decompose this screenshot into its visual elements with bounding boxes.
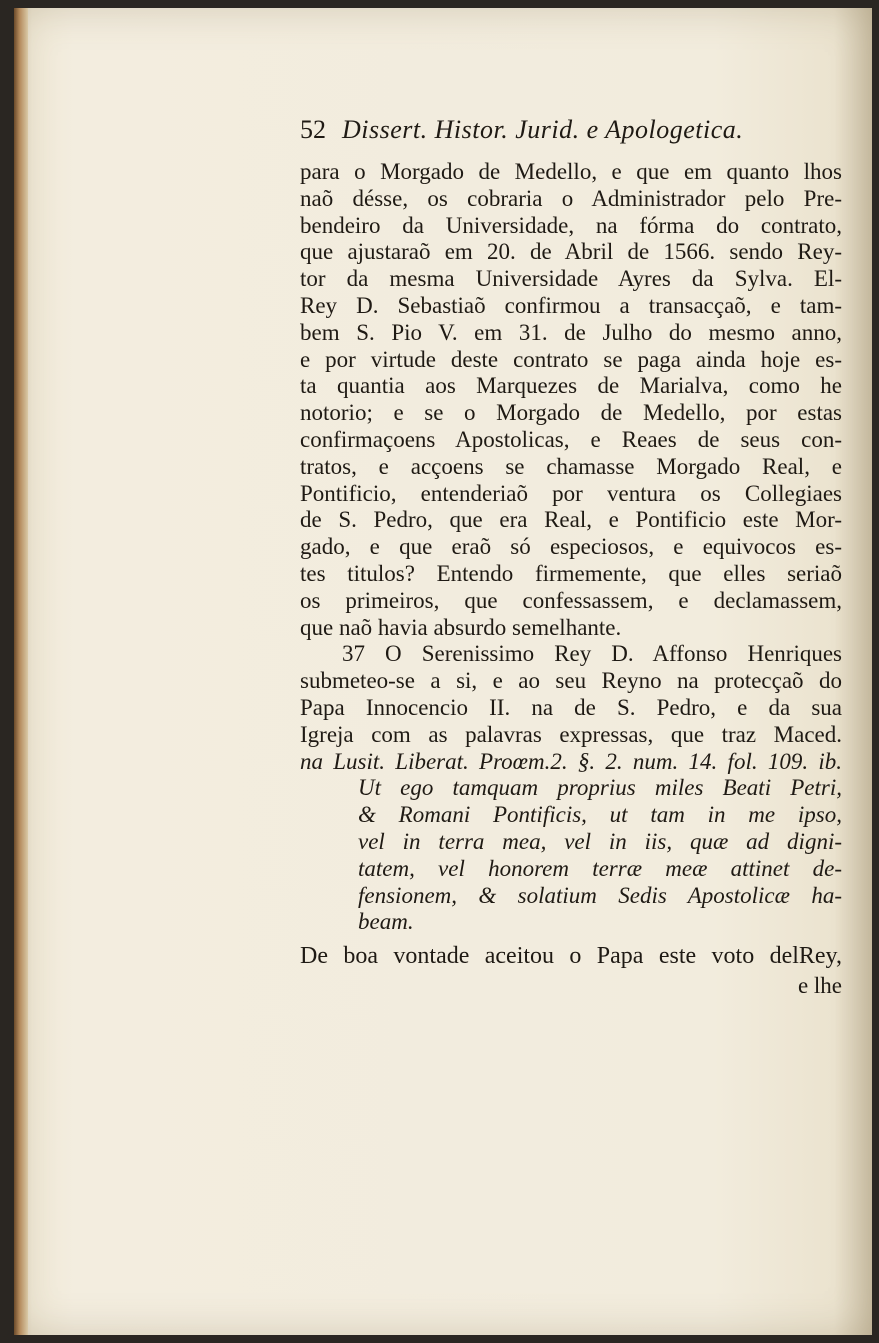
text-line: Igreja com as palavras expressas, que traz Maced. — [300, 721, 842, 747]
page-gutter — [14, 8, 28, 1335]
running-title: Dissert. Histor. Jurid. e Apologetica. — [342, 115, 744, 144]
text-line: confirmaçoens Apostolicas, e Reaes de seus con- — [300, 426, 842, 452]
text-line: para o Morgado de Medello, e que em quanto lhos — [300, 159, 842, 184]
text-line: que ajustaraõ em 20. de Abril de 1566. sendo Rey- — [300, 239, 842, 265]
text-line: Pontificio, entenderiaõ por ventura os Collegiaes — [300, 480, 842, 506]
text-block — [300, 115, 842, 1000]
quote-line: tatem, vel honorem terræ meæ attinet de- — [358, 855, 842, 881]
quote-line: vel in terra mea, vel in iis, quæ ad digni- — [358, 828, 842, 854]
page-number: 52 — [300, 115, 326, 144]
text-line: bem S. Pio V. em 31. de Julho do mesmo anno, — [300, 319, 842, 345]
closing-line: De boa vontade aceitou o Papa este voto delRey, — [300, 943, 842, 970]
text-line: e por virtude deste contrato se paga ainda hoje es- — [300, 346, 842, 372]
text-line: tes titulos? Entendo firmemente, que elles seriaõ — [300, 560, 842, 586]
text-line: tratos, e acçoens se chamasse Morgado Real, e — [300, 453, 842, 479]
quote-line: fensionem, & solatium Sedis Apostolicæ ha- — [358, 882, 842, 908]
text-line: de S. Pedro, que era Real, e Pontificio este Mor- — [300, 507, 842, 533]
page-header — [300, 115, 842, 155]
text-line: que naõ havia absurdo semelhante. — [300, 614, 622, 640]
text-line: bendeiro da Universidade, na fórma do contrato, — [300, 212, 842, 238]
text-line: ta quantia aos Marquezes de Marialva, como he — [300, 373, 842, 399]
text-line: Rey D. Sebastiaõ confirmou a transacçaõ, e tam- — [300, 292, 842, 318]
quote-line: beam. — [358, 909, 414, 935]
text-line: notorio; e se o Morgado de Medello, por estas — [300, 400, 842, 426]
text-line: 37 O Serenissimo Rey D. Affonso Henriques — [342, 641, 842, 667]
text-line: submeteo-se a si, e ao seu Reyno na protecçaõ do — [300, 668, 842, 694]
text-line: tor da mesma Universidade Ayres da Sylva. El- — [300, 266, 842, 292]
paragraph-36 — [300, 159, 842, 641]
quote-line: & Romani Pontificis, ut tam in me ipso, — [358, 802, 842, 828]
quote-line: Ut ego tamquam proprius miles Beati Petri, — [358, 775, 842, 801]
text-line: Papa Innocencio II. na de S. Pedro, e da sua — [300, 694, 842, 720]
latin-quote — [300, 775, 842, 936]
text-line: os primeiros, que confessassem, e declamassem, — [300, 587, 842, 613]
catchword: e lhe — [797, 973, 842, 999]
text-line: naõ désse, os cobraria o Administrador pelo Pre- — [300, 185, 842, 211]
paragraph-37 — [300, 641, 842, 775]
citation-line: na Lusit. Liberat. Proœm.2. §. 2. num. 14. fol. 109. ib. — [300, 748, 842, 774]
text-line: gado, e que eraõ só especiosos, e equivocos es- — [300, 534, 842, 560]
